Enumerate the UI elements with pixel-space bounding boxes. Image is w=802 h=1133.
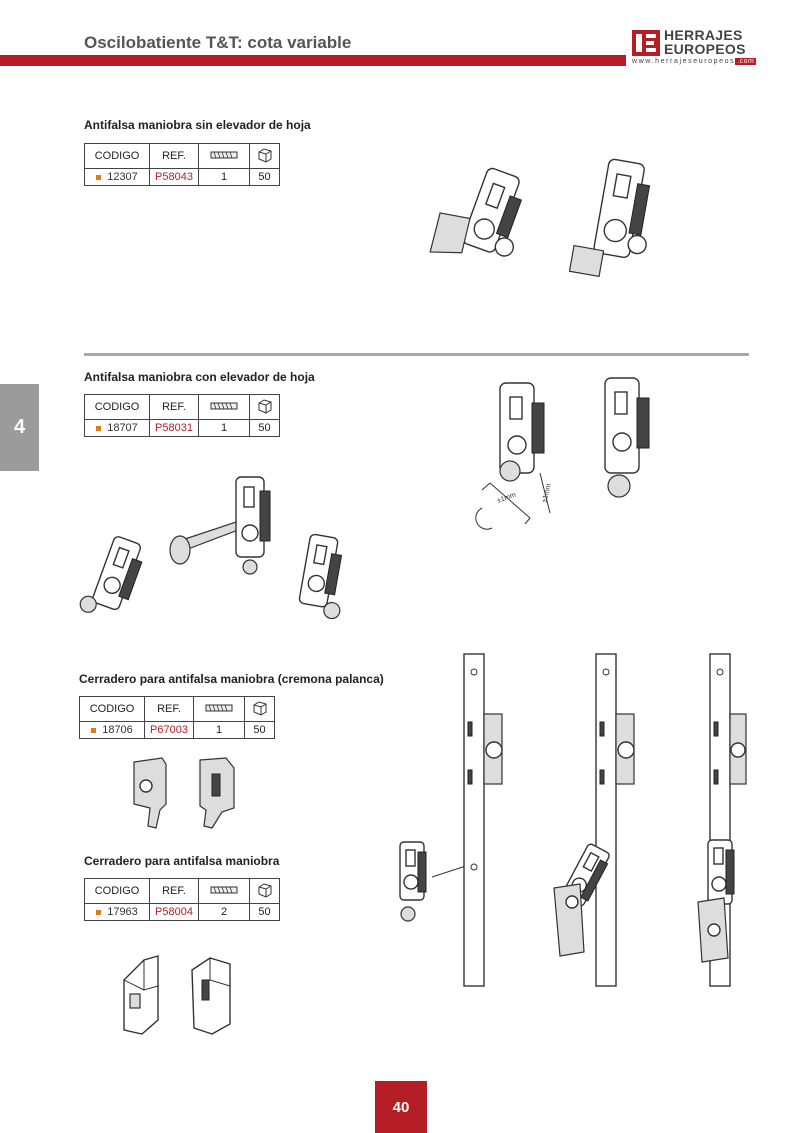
brand-line-1: HERRAJES (664, 27, 743, 43)
screw-icon (199, 144, 250, 169)
col-codigo: CODIGO (85, 395, 150, 420)
antifalsa-sin-elevador-illustration (440, 150, 670, 290)
dimension-label: ±1mm (496, 491, 517, 505)
brand-url-tld: .com (737, 58, 755, 65)
ref-cell: P67003 (145, 722, 194, 739)
box-icon (250, 395, 280, 420)
codigo-cell: 18707 (85, 420, 150, 437)
product-table (84, 143, 280, 186)
screw-icon (199, 879, 250, 904)
section-title: Cerradero para antifalsa maniobra (84, 854, 280, 868)
col-ref: REF. (150, 395, 199, 420)
section-divider (84, 353, 749, 356)
pack-cell: 50 (245, 722, 275, 739)
brand-url-domain: www.herrajeseuropeos (632, 58, 736, 65)
box-icon (250, 144, 280, 169)
bullet-icon (91, 728, 96, 733)
pack-cell: 50 (250, 904, 280, 921)
header-band (0, 55, 626, 66)
brand-url (632, 58, 756, 65)
bullet-icon (96, 426, 101, 431)
section-title: Antifalsa maniobra con elevador de hoja (84, 370, 315, 384)
pack-cell: 50 (250, 169, 280, 186)
brand-logo-text (664, 28, 746, 56)
col-ref: REF. (150, 879, 199, 904)
section-title: Cerradero para antifalsa maniobra (cremona palanca) (79, 672, 384, 686)
col-codigo: CODIGO (85, 144, 150, 169)
product-table (84, 878, 280, 921)
qty-cell: 1 (199, 420, 250, 437)
bullet-icon (96, 175, 101, 180)
col-ref: REF. (150, 144, 199, 169)
installation-profile-illustration (384, 652, 754, 992)
dimension-label: ±1mm (541, 482, 553, 504)
product-table (84, 394, 280, 437)
bullet-icon (96, 910, 101, 915)
box-icon (250, 879, 280, 904)
col-codigo: CODIGO (80, 697, 145, 722)
ref-cell: P58031 (150, 420, 199, 437)
antifalsa-install-sequence-illustration (96, 472, 376, 622)
col-codigo: CODIGO (85, 879, 150, 904)
codigo-cell: 12307 (85, 169, 150, 186)
cerradero-palanca-illustration (126, 756, 256, 828)
product-table (79, 696, 275, 739)
chapter-tab: 4 (0, 384, 39, 471)
screw-icon (199, 395, 250, 420)
qty-cell: 1 (199, 169, 250, 186)
box-icon (245, 697, 275, 722)
antifalsa-con-elevador-adjust-illustration (470, 378, 670, 538)
brand-logo-icon (632, 30, 660, 56)
ref-cell: P58043 (150, 169, 199, 186)
page-title: Oscilobatiente T&T: cota variable (84, 33, 352, 52)
cerradero-illustration (114, 950, 244, 1040)
ref-cell: P58004 (150, 904, 199, 921)
codigo-cell: 17963 (85, 904, 150, 921)
screw-icon (194, 697, 245, 722)
brand-line-2: EUROPEOS (664, 41, 746, 57)
section-title: Antifalsa maniobra sin elevador de hoja (84, 118, 311, 132)
page-number: 40 (375, 1081, 427, 1133)
qty-cell: 2 (199, 904, 250, 921)
qty-cell: 1 (194, 722, 245, 739)
col-ref: REF. (145, 697, 194, 722)
codigo-cell: 18706 (80, 722, 145, 739)
pack-cell: 50 (250, 420, 280, 437)
